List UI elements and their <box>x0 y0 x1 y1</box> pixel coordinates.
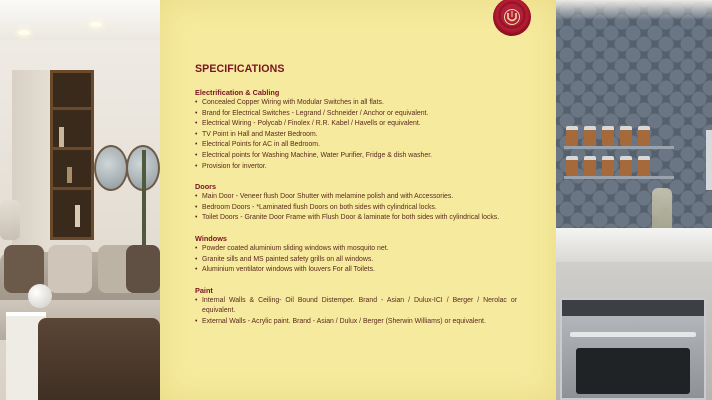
spec-item: • TV Point in Hall and Master Bedroom. <box>195 130 517 141</box>
section-doors <box>195 182 517 224</box>
section-title: Electrification & Cabling <box>195 88 280 97</box>
living-room-photo <box>0 0 160 400</box>
spec-item: • Electrical Wiring - Polycab / Finolex / R.R. Kabel / Havells or equivalent. <box>195 119 517 130</box>
spec-list <box>195 192 517 224</box>
shelf-board <box>53 187 91 190</box>
oven-window <box>576 348 690 394</box>
spec-list <box>195 296 517 328</box>
spice-jar <box>584 126 596 146</box>
specifications-panel <box>160 0 556 400</box>
spice-shelf <box>564 146 674 149</box>
spec-item: • Aluminium ventilator windows with louvers For all Toilets. <box>195 265 517 276</box>
oil-bottle <box>652 188 672 232</box>
shelf-board <box>53 107 91 110</box>
marble-countertop <box>556 228 712 262</box>
glass-lamp <box>0 200 20 240</box>
spice-jar <box>620 126 632 146</box>
spec-list <box>195 98 517 172</box>
spice-jar <box>638 126 650 146</box>
spec-item: • External Walls - Acrylic paint. Brand - Asian / Dulux / Berger (Sherwin Williams) or equivalent. <box>195 317 517 328</box>
spec-item: • Toilet Doors - Granite Door Frame with Flush Door & laminate for both sides with cylindrical locks. <box>195 213 517 224</box>
spec-list <box>195 244 517 276</box>
spec-item: • Granite sills and MS painted safety grills on all windows. <box>195 255 517 266</box>
spice-jar <box>602 156 614 176</box>
brand-emblem-icon-glyph <box>503 8 521 26</box>
specifications-content <box>195 63 517 338</box>
spice-jar <box>566 126 578 146</box>
book <box>59 127 64 147</box>
hexagon-tile-wall <box>556 0 712 232</box>
spec-item: • Brand for Electrical Switches - Legrand / Schneider / Anchor or equivalent. <box>195 109 517 120</box>
page-title: SPECIFICATIONS <box>195 63 285 75</box>
spec-item: • Powder coated aluminium sliding windows with mosquito net. <box>195 244 517 255</box>
shelf-board <box>53 147 91 150</box>
section-title: Doors <box>195 182 217 192</box>
brand-emblem-icon <box>493 0 531 36</box>
spec-item: • Bedroom Doors - *Laminated flush Doors on both sides with cylindrical locks. <box>195 203 517 214</box>
spice-shelf <box>564 176 674 179</box>
section-paint <box>195 286 517 328</box>
section-electrification <box>195 88 517 172</box>
kitchen-photo <box>556 0 712 400</box>
round-mirror <box>94 145 128 191</box>
oven-control-panel <box>562 300 704 316</box>
spec-item: • Main Door - Veneer flush Door Shutter with melamine polish and with Accessories. <box>195 192 517 203</box>
bookshelf <box>50 70 94 240</box>
spice-jar <box>566 156 578 176</box>
ceiling-downlight <box>90 22 102 27</box>
spec-item: • Electrical Points for AC in all Bedroom. <box>195 140 517 151</box>
wall-highlight <box>556 0 712 20</box>
spice-jar <box>638 156 650 176</box>
spec-item: • Internal Walls & Ceiling- Oil Bound Distemper. Brand - Asian / Dulux-ICI / Berger / Nerolac or equivalent. <box>195 296 517 317</box>
section-title: Windows <box>195 233 227 243</box>
spec-item: • Provision for invertor. <box>195 162 517 173</box>
leather-ottoman <box>38 318 160 400</box>
plant-stem <box>142 150 146 250</box>
built-in-oven <box>560 298 706 400</box>
spec-item: • Concealed Copper Wiring with Modular Switches in all flats. <box>195 98 517 109</box>
spice-jar <box>602 126 614 146</box>
ceiling-downlight <box>18 30 30 35</box>
section-title: Paint <box>195 285 213 295</box>
book <box>75 205 80 227</box>
spice-jar <box>620 156 632 176</box>
oven-handle <box>570 332 696 337</box>
section-windows <box>195 234 517 276</box>
sofa-cushion <box>126 245 160 293</box>
spec-item: • Electrical points for Washing Machine, Water Purifier, Fridge & dish washer. <box>195 151 517 162</box>
sofa-cushion <box>48 245 92 293</box>
spice-jar <box>584 156 596 176</box>
white-vase <box>28 284 52 308</box>
towel-rail <box>706 130 712 190</box>
book <box>67 167 72 183</box>
